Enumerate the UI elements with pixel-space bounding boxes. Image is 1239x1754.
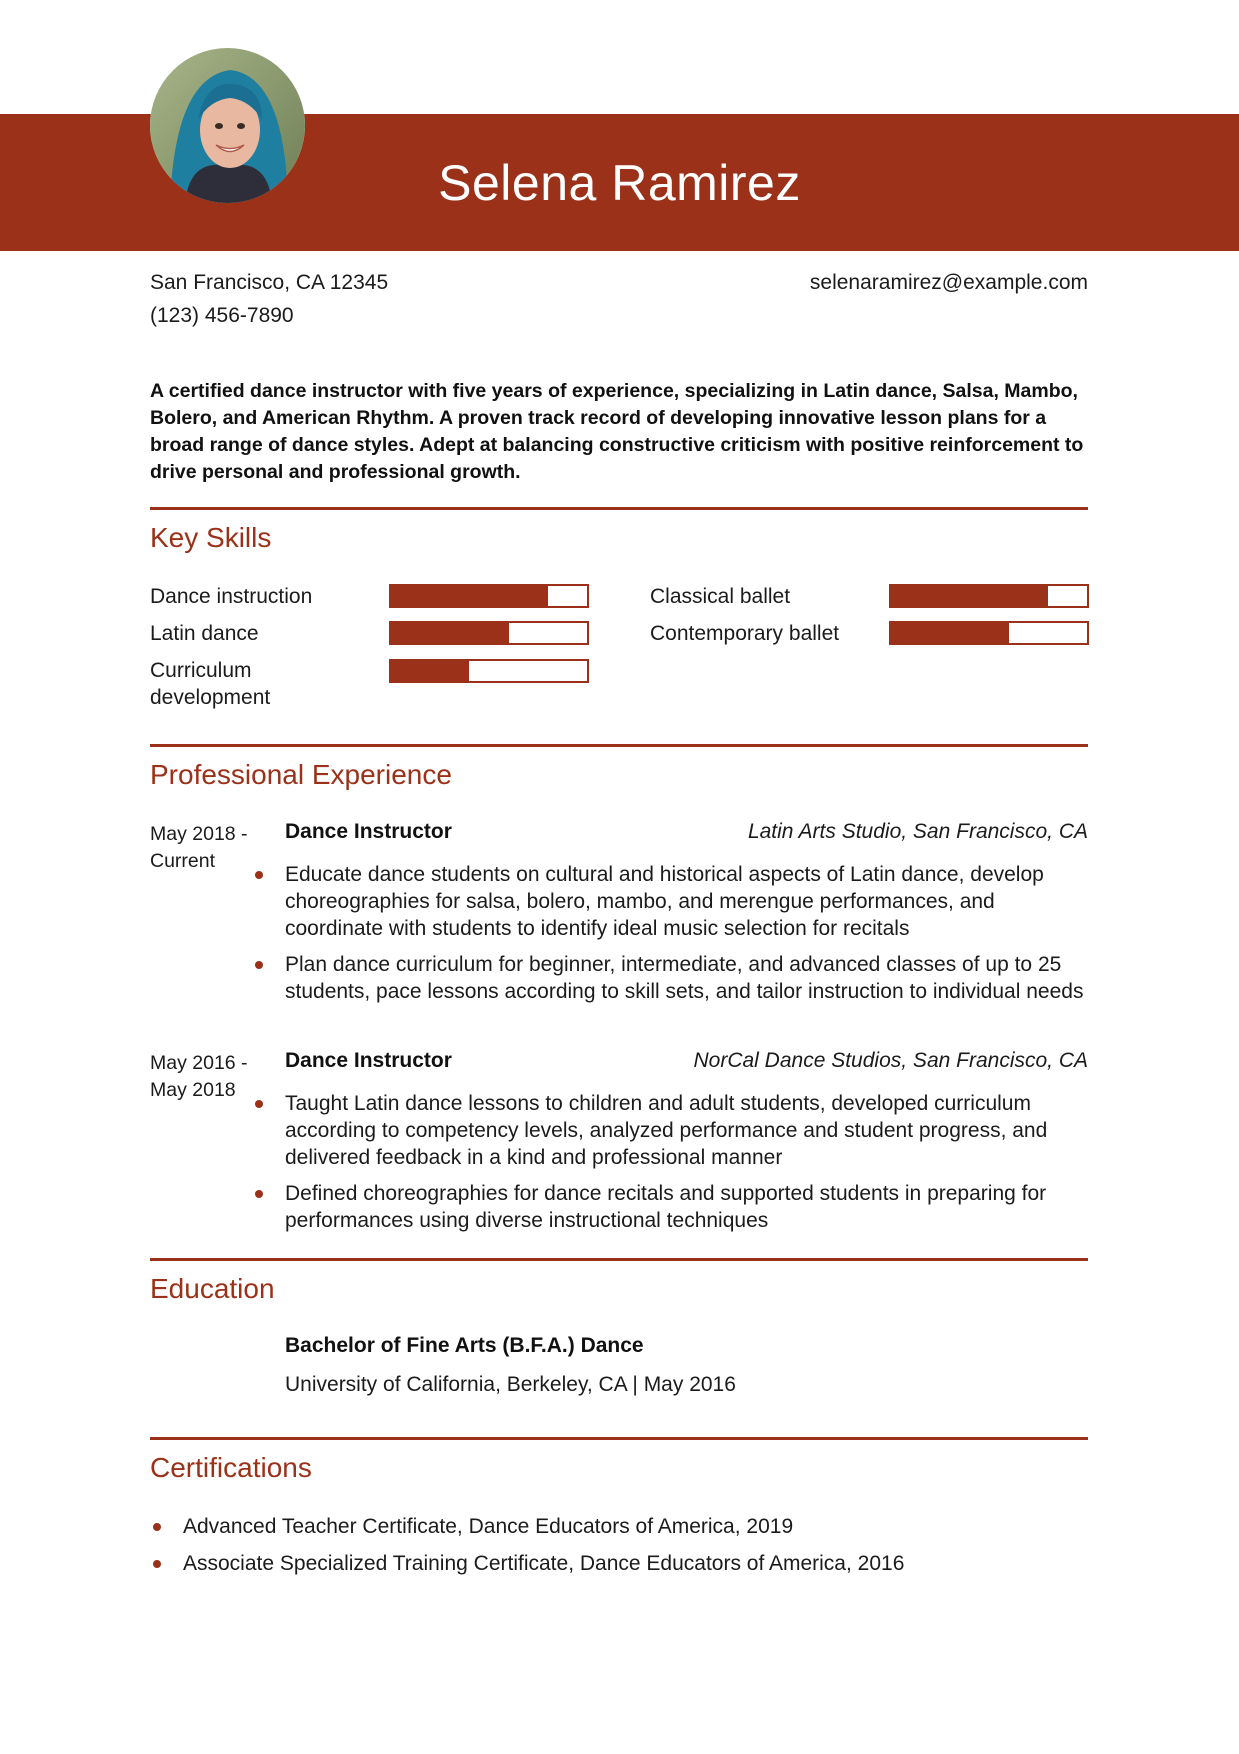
bullet-icon xyxy=(255,1100,263,1108)
list-item xyxy=(285,861,1088,942)
bullet-text: Taught Latin dance lessons to children and adult students, developed curriculum according to competency levels, analyzed performance and student progress, and delivered feedback in a kind and professional manner xyxy=(285,1092,1048,1169)
certifications-title: Certifications xyxy=(150,1452,312,1483)
section-divider xyxy=(150,744,1088,747)
skill-bar xyxy=(389,659,589,683)
job-date-start: May 2018 - xyxy=(150,823,248,845)
location: San Francisco, CA 12345 xyxy=(150,271,389,294)
section-divider xyxy=(150,507,1088,510)
bullet-text: Plan dance curriculum for beginner, intermediate, and advanced classes of up to 25 students, pace lessons according to skill sets, and tailor instruction to individual needs xyxy=(285,953,1084,1003)
job-date-end: Current xyxy=(150,850,216,872)
skill-fill xyxy=(891,586,1048,606)
contact-left xyxy=(150,266,388,332)
skills-title: Key Skills xyxy=(150,522,272,553)
degree: Bachelor of Fine Arts (B.F.A.) Dance xyxy=(285,1334,644,1357)
job-date-start: May 2016 - xyxy=(150,1052,248,1074)
bullet-icon xyxy=(153,1560,161,1568)
job-employer: NorCal Dance Studios, San Francisco, CA xyxy=(693,1049,1088,1072)
skill-bar xyxy=(389,584,589,608)
skill-bar xyxy=(889,621,1089,645)
job-date-end: May 2018 xyxy=(150,1079,236,1101)
list-item xyxy=(285,951,1088,1005)
bullet-icon xyxy=(255,961,263,969)
skill-bar xyxy=(389,621,589,645)
phone: (123) 456-7890 xyxy=(150,304,294,327)
contact-right xyxy=(810,266,1088,299)
skill-fill xyxy=(891,623,1009,643)
list-item xyxy=(183,1550,1083,1577)
skill-label: Curriculum development xyxy=(150,659,271,709)
email[interactable]: selenaramirez@example.com xyxy=(809,271,1088,294)
list-item xyxy=(183,1513,1083,1540)
school: University of California, Berkeley, CA | May 2016 xyxy=(285,1373,736,1396)
education-title: Education xyxy=(150,1273,275,1304)
skill-fill xyxy=(391,661,469,681)
skill-fill xyxy=(391,623,509,643)
job-title: Dance Instructor xyxy=(285,1049,452,1072)
skill-bar xyxy=(889,584,1089,608)
cert-text: Advanced Teacher Certificate, Dance Educators of America, 2019 xyxy=(183,1515,794,1538)
bullet-icon xyxy=(255,871,263,879)
bullet-text: Educate dance students on cultural and historical aspects of Latin dance, develop choreographies for salsa, bolero, mambo, and merengue performances, and coordinate with students to identify ideal music selection for recitals xyxy=(285,863,1044,940)
job-title: Dance Instructor xyxy=(285,820,452,843)
list-item xyxy=(285,1180,1088,1234)
bullet-icon xyxy=(255,1190,263,1198)
cert-text: Associate Specialized Training Certificate, Dance Educators of America, 2016 xyxy=(183,1552,905,1575)
section-divider xyxy=(150,1437,1088,1440)
candidate-name: Selena Ramirez xyxy=(438,155,801,211)
skill-label: Latin dance xyxy=(150,622,259,645)
job-employer: Latin Arts Studio, San Francisco, CA xyxy=(747,820,1088,843)
job-bullets xyxy=(285,1090,1088,1243)
job-date xyxy=(150,821,248,875)
section-divider xyxy=(150,1258,1088,1261)
skill-fill xyxy=(391,586,548,606)
bullet-icon xyxy=(153,1523,161,1531)
list-item xyxy=(285,1090,1088,1171)
certifications-list xyxy=(183,1513,1083,1587)
summary: A certified dance instructor with five years of experience, specializing in Latin dance, Salsa, Mambo, Bolero, and American Rhythm. A proven track record of developing innovative lesson plans for a broad range of dance styles. Adept at balancing constructive criticism with positive reinforcement to drive personal and professional growth. xyxy=(150,380,1084,483)
experience-title: Professional Experience xyxy=(150,759,452,790)
bullet-text: Defined choreographies for dance recitals and supported students in preparing for performances using diverse instructional techniques xyxy=(285,1182,1047,1232)
job-bullets xyxy=(285,861,1088,1014)
skill-label: Dance instruction xyxy=(150,585,313,608)
job-date xyxy=(150,1050,248,1104)
skill-label: Classical ballet xyxy=(650,585,791,608)
skill-label: Contemporary ballet xyxy=(650,622,840,645)
